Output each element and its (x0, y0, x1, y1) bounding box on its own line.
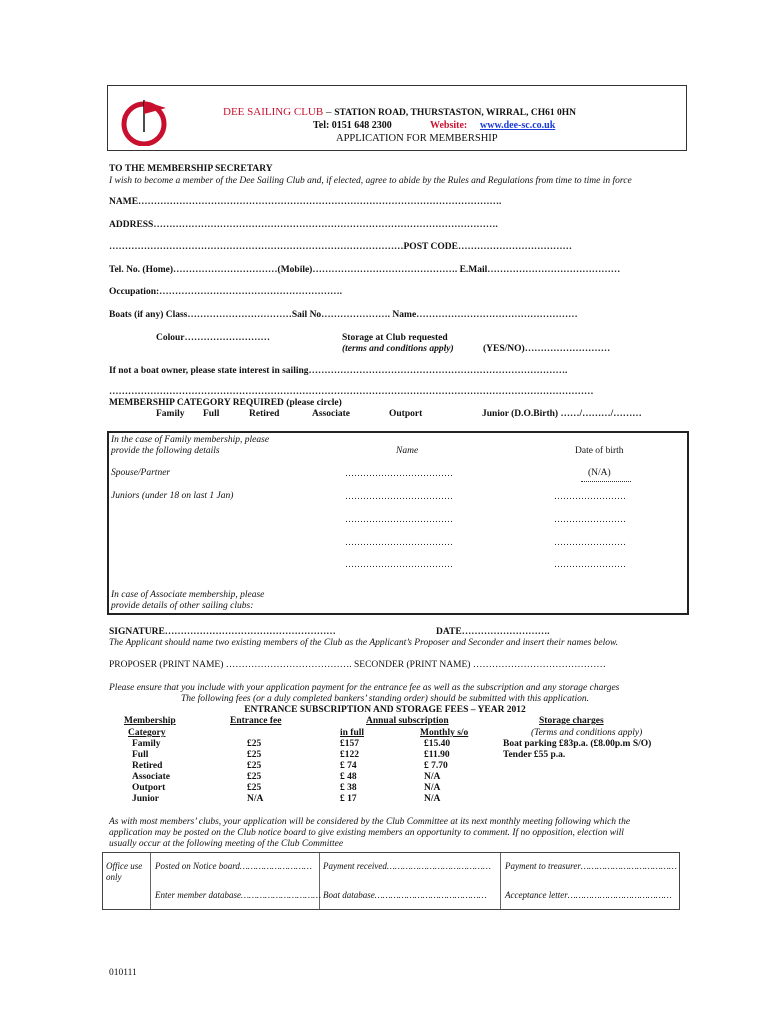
website-link[interactable]: www.dee-sc.co.uk (480, 120, 556, 131)
storage-label: Storage at Club requested (342, 333, 448, 343)
fee-annual-full: £122 (340, 750, 359, 760)
column-annual-subscription: Annual subscription (366, 716, 449, 726)
fee-entrance: £25 (247, 750, 262, 760)
column-category: Category (128, 728, 166, 738)
spouse-label: Spouse/Partner (111, 468, 171, 478)
club-logo (116, 94, 172, 146)
column-monthly: Monthly s/o (420, 728, 469, 738)
fee-monthly: N/A (424, 783, 441, 793)
office-divider-2 (319, 853, 320, 909)
fee-monthly: N/A (424, 772, 441, 782)
signature-field[interactable]: SIGNATURE……………………………………………… (109, 627, 336, 637)
document-code: 010111 (109, 968, 137, 978)
fee-entrance: £25 (247, 761, 262, 771)
tender-charge: Tender £55 p.a. (503, 750, 566, 760)
fee-entrance: N/A (247, 794, 264, 804)
storage-yes-no-field[interactable]: (YES/NO)……………………… (483, 344, 611, 354)
payment-received-field[interactable]: Payment received………………………………… (323, 861, 491, 871)
office-use-box (102, 852, 680, 910)
column-storage-charges: Storage charges (539, 716, 604, 726)
sailing-interest-field[interactable]: If not a boat owner, please state interest in sailing………………………………………………………………………. (109, 366, 568, 376)
fee-monthly: £15.40 (424, 739, 451, 749)
spouse-name-field[interactable]: ……………………………… (345, 468, 453, 478)
fee-category: Family (132, 739, 161, 749)
column-entrance-fee: Entrance fee (230, 716, 282, 726)
payment-to-treasurer-field[interactable]: Payment to treasurer……………………………… (505, 861, 677, 871)
fee-category: Outport (132, 783, 166, 793)
category-heading: MEMBERSHIP CATEGORY REQUIRED (please circle) (109, 398, 342, 408)
fees-note-2: The following fees (or a duly completed bankers’ standing order) should be submitted with this application. (180, 694, 590, 704)
fees-table-title: ENTRANCE SUBSCRIPTION AND STORAGE FEES – YEAR 2012 (244, 705, 526, 715)
office-use-label: Office use (106, 861, 143, 871)
fee-entrance: £25 (247, 783, 262, 793)
fee-entrance: £25 (247, 772, 262, 782)
associate-intro-2: provide details of other sailing clubs: (111, 601, 254, 611)
junior-4-dob-field[interactable]: …………………… (554, 559, 626, 569)
fee-category: Associate (132, 772, 170, 782)
closing-line-3: usually occur at the following meeting of the Club Committee (109, 839, 344, 849)
category-associate[interactable]: Associate (312, 409, 350, 419)
club-address: STATION ROAD, THURSTASTON, WIRRAL, CH61 0HN (334, 108, 576, 118)
category-family[interactable]: Family (156, 409, 185, 419)
office-use-only: only (106, 872, 122, 882)
fee-category: Retired (132, 761, 163, 771)
junior-3-dob-field[interactable]: …………………… (554, 537, 626, 547)
fee-monthly: N/A (424, 794, 441, 804)
proposer-note: The Applicant should name two existing members of the Club as the Applicant’s Proposer and Seconder and insert their names below. (109, 638, 619, 648)
member-database-field[interactable]: Enter member database………………………… (155, 890, 322, 900)
fee-category: Junior (132, 794, 159, 804)
letterhead-box (107, 85, 687, 151)
club-name: DEE SAILING CLUB (223, 106, 324, 118)
posted-notice-board-field[interactable]: Posted on Notice board……………………… (155, 861, 312, 871)
fees-note-1: Please ensure that you include with your application payment for the entrance fee as well as the subscription and any storage charges (109, 683, 620, 693)
junior-2-name-field[interactable]: ……………………………… (345, 514, 453, 524)
fee-annual-full: £ 17 (340, 794, 357, 804)
form-title: APPLICATION FOR MEMBERSHIP (336, 133, 498, 144)
office-divider-1 (150, 853, 151, 909)
closing-line-2: application may be posted on the Club notice board to give existing members an opportunity to comment. If no opposition, election will (109, 828, 624, 838)
boat-colour-field[interactable]: Colour……………………… (156, 333, 270, 343)
office-divider-3 (500, 853, 501, 909)
address-postcode-field[interactable]: …………………………………………………………………………………POST CODE……………………………… (109, 242, 572, 252)
column-name: Name (396, 446, 419, 456)
fee-category: Full (132, 750, 149, 760)
category-junior[interactable]: Junior (D.O.Birth) ……/………/……… (482, 409, 642, 419)
club-name-line (223, 106, 576, 118)
spouse-dob-underline (581, 481, 631, 482)
fee-annual-full: £ 48 (340, 772, 357, 782)
family-intro-1: In the case of Family membership, please (111, 435, 270, 445)
name-field[interactable]: NAME……………………………………………………………………………………………………. (109, 197, 502, 207)
column-in-full: in full (340, 728, 365, 738)
fee-entrance: £25 (247, 739, 262, 749)
boat-database-field[interactable]: Boat database…………………………………… (323, 890, 487, 900)
to-membership-secretary: TO THE MEMBERSHIP SECRETARY (109, 164, 273, 174)
boats-field[interactable]: Boats (if any) Class……………………………Sail No…………………. Name…………………………………………… (109, 310, 578, 320)
family-intro-2: provide the following details (111, 446, 220, 456)
acceptance-letter-field[interactable]: Acceptance letter………………………………… (505, 890, 672, 900)
application-statement: I wish to become a member of the Dee Sailing Club and, if elected, agree to abide by the Rules and Regulations from time to time in force (109, 176, 632, 186)
storage-terms: (terms and conditions apply) (342, 344, 454, 354)
category-retired[interactable]: Retired (249, 409, 280, 419)
date-field[interactable]: DATE………………………. (436, 627, 550, 637)
storage-terms-note: (Terms and conditions apply) (531, 728, 643, 738)
fee-monthly: £11.90 (424, 750, 450, 760)
fee-annual-full: £157 (340, 739, 359, 749)
occupation-field[interactable]: Occupation:…………………………………………………. (109, 287, 343, 297)
column-date-of-birth: Date of birth (575, 446, 624, 456)
title-dash: – (325, 106, 332, 118)
associate-intro-1: In case of Associate membership, please (111, 590, 265, 600)
column-membership: Membership (124, 716, 176, 726)
category-full[interactable]: Full (203, 409, 220, 419)
fee-annual-full: £ 74 (340, 761, 357, 771)
fee-monthly: £ 7.70 (424, 761, 448, 771)
junior-1-dob-field[interactable]: …………………… (554, 491, 626, 501)
spouse-dob-na: (N/A) (588, 468, 611, 478)
website-label: Website: (430, 120, 468, 131)
proposer-seconder-fields[interactable]: PROPOSER (PRINT NAME) …………………………………. SECONDER (PRINT NAME) …………………………………… (109, 660, 606, 670)
boat-parking-charge: Boat parking £83p.a. (£8.00p.m S/O) (503, 739, 652, 749)
junior-2-dob-field[interactable]: …………………… (554, 514, 626, 524)
family-details-box (107, 431, 689, 615)
junior-3-name-field[interactable]: ……………………………… (345, 537, 453, 547)
fee-annual-full: £ 38 (340, 783, 357, 793)
sailing-interest-line-2[interactable]: ……………………………………………………………………………………………………………………………………… (109, 387, 594, 397)
club-telephone: Tel: 0151 648 2300 (313, 120, 392, 131)
category-outport[interactable]: Outport (389, 409, 423, 419)
juniors-label: Juniors (under 18 on last 1 Jan) (111, 491, 234, 501)
closing-line-1: As with most members’ clubs, your application will be considered by the Club Committee at its next monthly meeting following which the (109, 817, 631, 827)
telephone-email-field[interactable]: Tel. No. (Home)……………………………(Mobile)………………………………………. E.Mail…………………………………… (109, 265, 621, 275)
junior-4-name-field[interactable]: ……………………………… (345, 559, 453, 569)
junior-1-name-field[interactable]: ……………………………… (345, 491, 453, 501)
address-field[interactable]: ADDRESS………………………………………………………………………………………………. (109, 220, 498, 230)
